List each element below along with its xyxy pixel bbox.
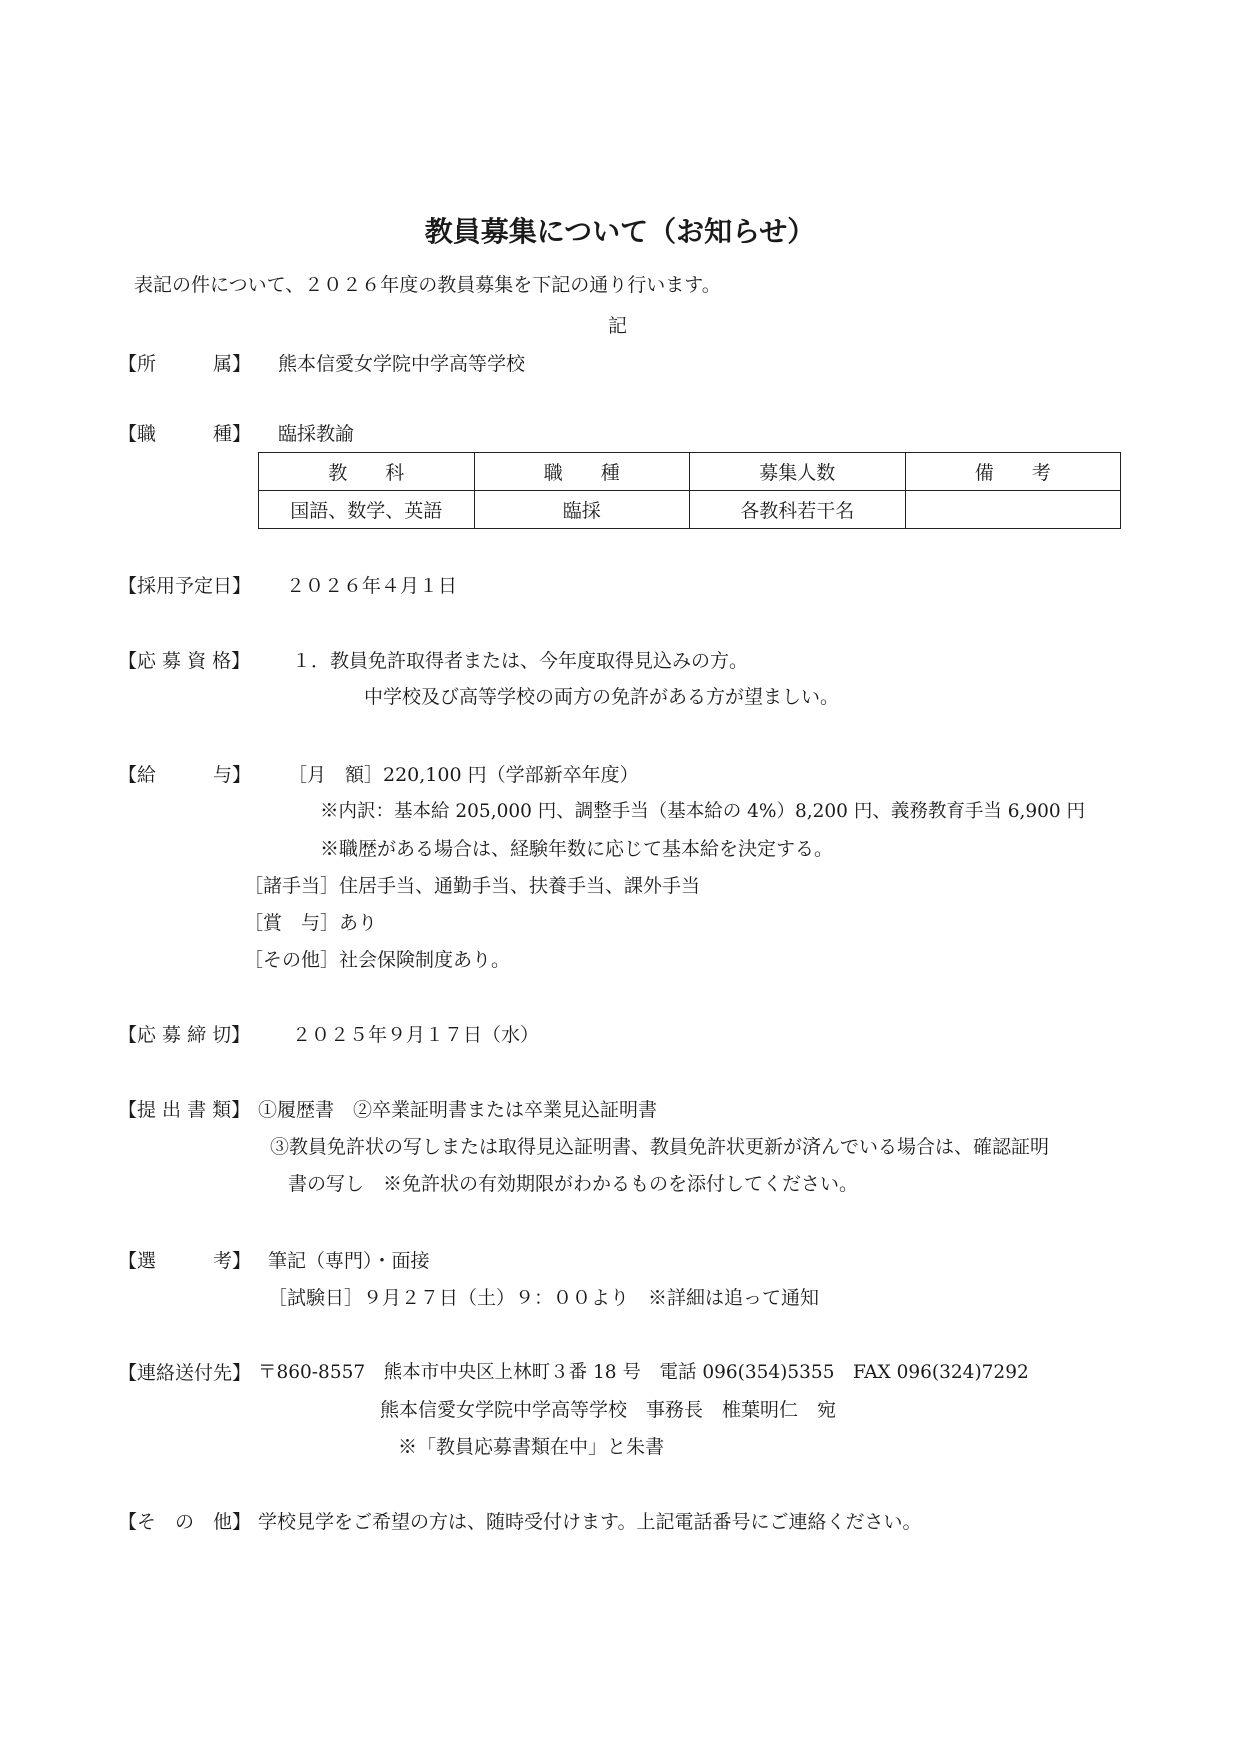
table-header-row — [259, 453, 1121, 491]
selection-exam: ［試験日］９月２７日（土）９：００より ※詳細は追って通知 — [268, 1287, 820, 1309]
page-title: 教員募集について（お知らせ） — [424, 215, 816, 248]
hire-date-value: ２０２６年４月１日 — [286, 575, 458, 597]
contact-recipient: 熊本信愛女学院中学高等学校 事務長 椎葉明仁 宛 — [380, 1399, 837, 1421]
table-cell — [905, 491, 1121, 529]
position-label: 【職 種】 — [118, 423, 252, 445]
intro-text: 表記の件について、２０２６年度の教員募集を下記の通り行います。 — [134, 274, 721, 296]
table-cell: 各教科若干名 — [690, 491, 906, 529]
salary-experience: ※職歴がある場合は、経験年数に応じて基本給を決定する。 — [320, 838, 834, 860]
other-value: 学校見学をご希望の方は、随時受付けます。上記電話番号にご連絡ください。 — [258, 1511, 922, 1533]
table-header-cell: 職 種 — [474, 453, 690, 491]
recruitment-table — [258, 452, 1121, 529]
position-value: 臨採教諭 — [278, 423, 355, 445]
salary-monthly: ［月 額］220,100 円（学部新卒年度） — [288, 764, 639, 786]
salary-allowances: ［諸手当］住居手当、通勤手当、扶養手当、課外手当 — [244, 875, 701, 897]
table-row — [259, 491, 1121, 529]
salary-breakdown: ※内訳：基本給 205,000 円、調整手当（基本給の 4%）8,200 円、義務教育手当 6,900 円 — [320, 801, 1086, 822]
table-header-cell: 教 科 — [259, 453, 475, 491]
deadline-label: 【応 募 締 切】 — [118, 1024, 251, 1046]
qualification-label: 【応 募 資 格】 — [118, 650, 251, 672]
documents-line2: ③教員免許状の写しまたは取得見込証明書、教員免許状更新が済んでいる場合は、確認証明 — [270, 1136, 1050, 1158]
documents-line3: 書の写し ※免許状の有効期限がわかるものを添付してください。 — [288, 1173, 859, 1195]
affiliation-value: 熊本信愛女学院中学高等学校 — [278, 353, 526, 375]
documents-label: 【提 出 書 類】 — [118, 1099, 251, 1121]
hire-date-label: 【採用予定日】 — [118, 575, 252, 597]
selection-label: 【選 考】 — [118, 1250, 252, 1272]
table-cell: 臨採 — [474, 491, 690, 529]
table-cell: 国語、数学、英語 — [259, 491, 475, 529]
affiliation-label: 【所 属】 — [118, 353, 252, 375]
qualification-line2: 中学校及び高等学校の両方の免許がある方が望ましい。 — [364, 686, 840, 708]
deadline-value: ２０２５年９月１７日（水） — [292, 1024, 540, 1046]
contact-label: 【連絡送付先】 — [118, 1362, 252, 1384]
ki-heading: 記 — [608, 315, 628, 337]
table-header-cell: 募集人数 — [690, 453, 906, 491]
contact-address: 〒860-8557 熊本市中央区上林町３番 18 号 電話 096(354)5355 FAX 096(324)7292 — [258, 1362, 1029, 1383]
selection-value: 筆記（専門）・面接 — [268, 1250, 430, 1272]
other-label: 【そ の 他】 — [118, 1511, 252, 1533]
contact-note: ※「教員応募書類在中」と朱書 — [398, 1436, 665, 1458]
salary-other: ［その他］社会保険制度あり。 — [244, 949, 511, 971]
documents-line1: ①履歴書 ②卒業証明書または卒業見込証明書 — [258, 1099, 658, 1121]
salary-bonus: ［賞 与］あり — [244, 912, 378, 934]
table-header-cell: 備 考 — [905, 453, 1121, 491]
qualification-line1: １．教員免許取得者または、今年度取得見込みの方。 — [292, 650, 749, 672]
salary-label: 【給 与】 — [118, 764, 252, 786]
